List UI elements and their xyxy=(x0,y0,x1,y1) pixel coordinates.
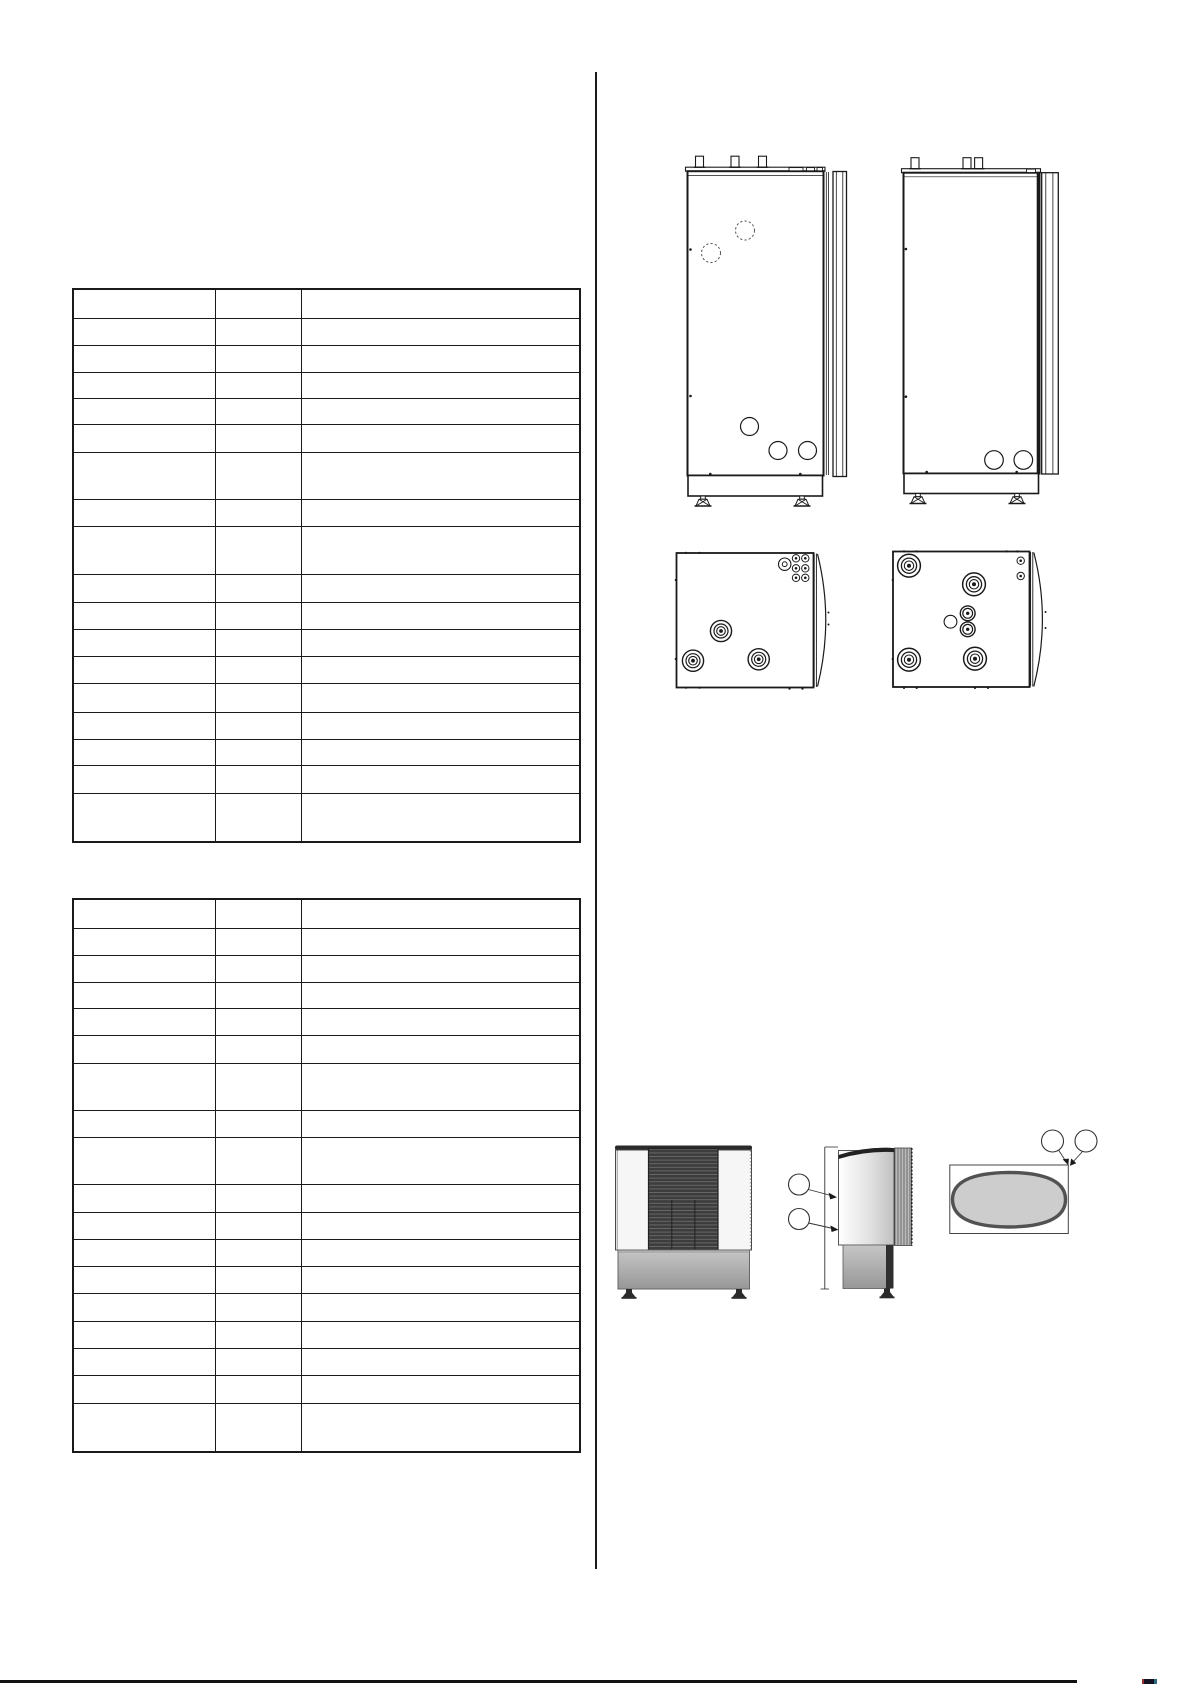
outdoor-unit-front-view xyxy=(615,1146,752,1299)
pipe-grommet xyxy=(960,606,975,621)
panel-flap-arc xyxy=(818,554,826,687)
coil-fins xyxy=(895,1148,912,1246)
callout-balloon xyxy=(789,1174,810,1195)
adjustable-foot xyxy=(1009,494,1026,504)
unit-plinth xyxy=(904,474,1039,494)
registration-slice xyxy=(1154,1679,1158,1684)
adjustable-foot xyxy=(695,496,712,506)
unit-plinth xyxy=(618,1250,750,1289)
pipe-grommet xyxy=(963,573,986,596)
foot xyxy=(622,1289,637,1299)
pipe-hole xyxy=(741,418,759,436)
unit-plinth xyxy=(843,1245,890,1289)
registration-slice xyxy=(1144,1679,1154,1684)
pipe-grommet xyxy=(682,650,703,671)
indoor-unit-bottom-view-b xyxy=(892,550,1047,689)
adjustable-foot xyxy=(794,496,811,506)
pipe-hole xyxy=(769,442,787,460)
pipe-grommet xyxy=(898,554,921,577)
foot xyxy=(880,1289,895,1299)
pipe-hole xyxy=(1014,451,1033,470)
leader-arrow xyxy=(1063,1159,1069,1166)
pipe-hole xyxy=(799,442,817,460)
side-panel xyxy=(1042,173,1059,474)
panel-flap-arc xyxy=(1034,553,1043,687)
outdoor-unit-side-view xyxy=(789,1147,912,1298)
indoor-unit-front-view-b xyxy=(902,158,1059,504)
pipe-stub xyxy=(973,158,985,169)
pipe-stub xyxy=(729,156,741,167)
leader-arrow xyxy=(829,1193,837,1200)
air-grille xyxy=(649,1149,719,1251)
pipe-stub xyxy=(909,158,921,169)
footer-rule xyxy=(0,1680,1077,1683)
top-vent-tab xyxy=(807,168,815,171)
foot xyxy=(732,1289,747,1299)
callout-balloon xyxy=(1042,1130,1064,1152)
pipe-grommet xyxy=(960,622,975,637)
pipe-stub xyxy=(961,158,973,169)
unit-plinth xyxy=(688,476,823,497)
footer-registration-block xyxy=(1142,1679,1158,1684)
side-panel xyxy=(833,172,847,477)
indoor-unit-bottom-view-a xyxy=(675,552,830,690)
callout-balloon xyxy=(1075,1130,1097,1152)
pipe-grommet xyxy=(898,648,921,671)
outdoor-unit-top-view xyxy=(950,1130,1097,1234)
pipe-hole xyxy=(985,451,1004,470)
pipe-grommet xyxy=(748,649,769,670)
pipe-stub xyxy=(694,156,706,167)
top-vent-tab xyxy=(1027,169,1036,172)
pipe-grommet xyxy=(964,647,987,670)
pipe-grommet xyxy=(710,620,731,641)
callout-balloon xyxy=(789,1209,810,1230)
pipe-stub xyxy=(757,156,769,167)
indoor-unit-front-view-a xyxy=(686,156,847,506)
top-vent-tab xyxy=(789,168,803,171)
leader-arrow xyxy=(830,1225,838,1232)
top-vent-tab xyxy=(817,168,823,171)
unit-top-lens xyxy=(953,1172,1066,1227)
adjustable-foot xyxy=(910,494,927,504)
